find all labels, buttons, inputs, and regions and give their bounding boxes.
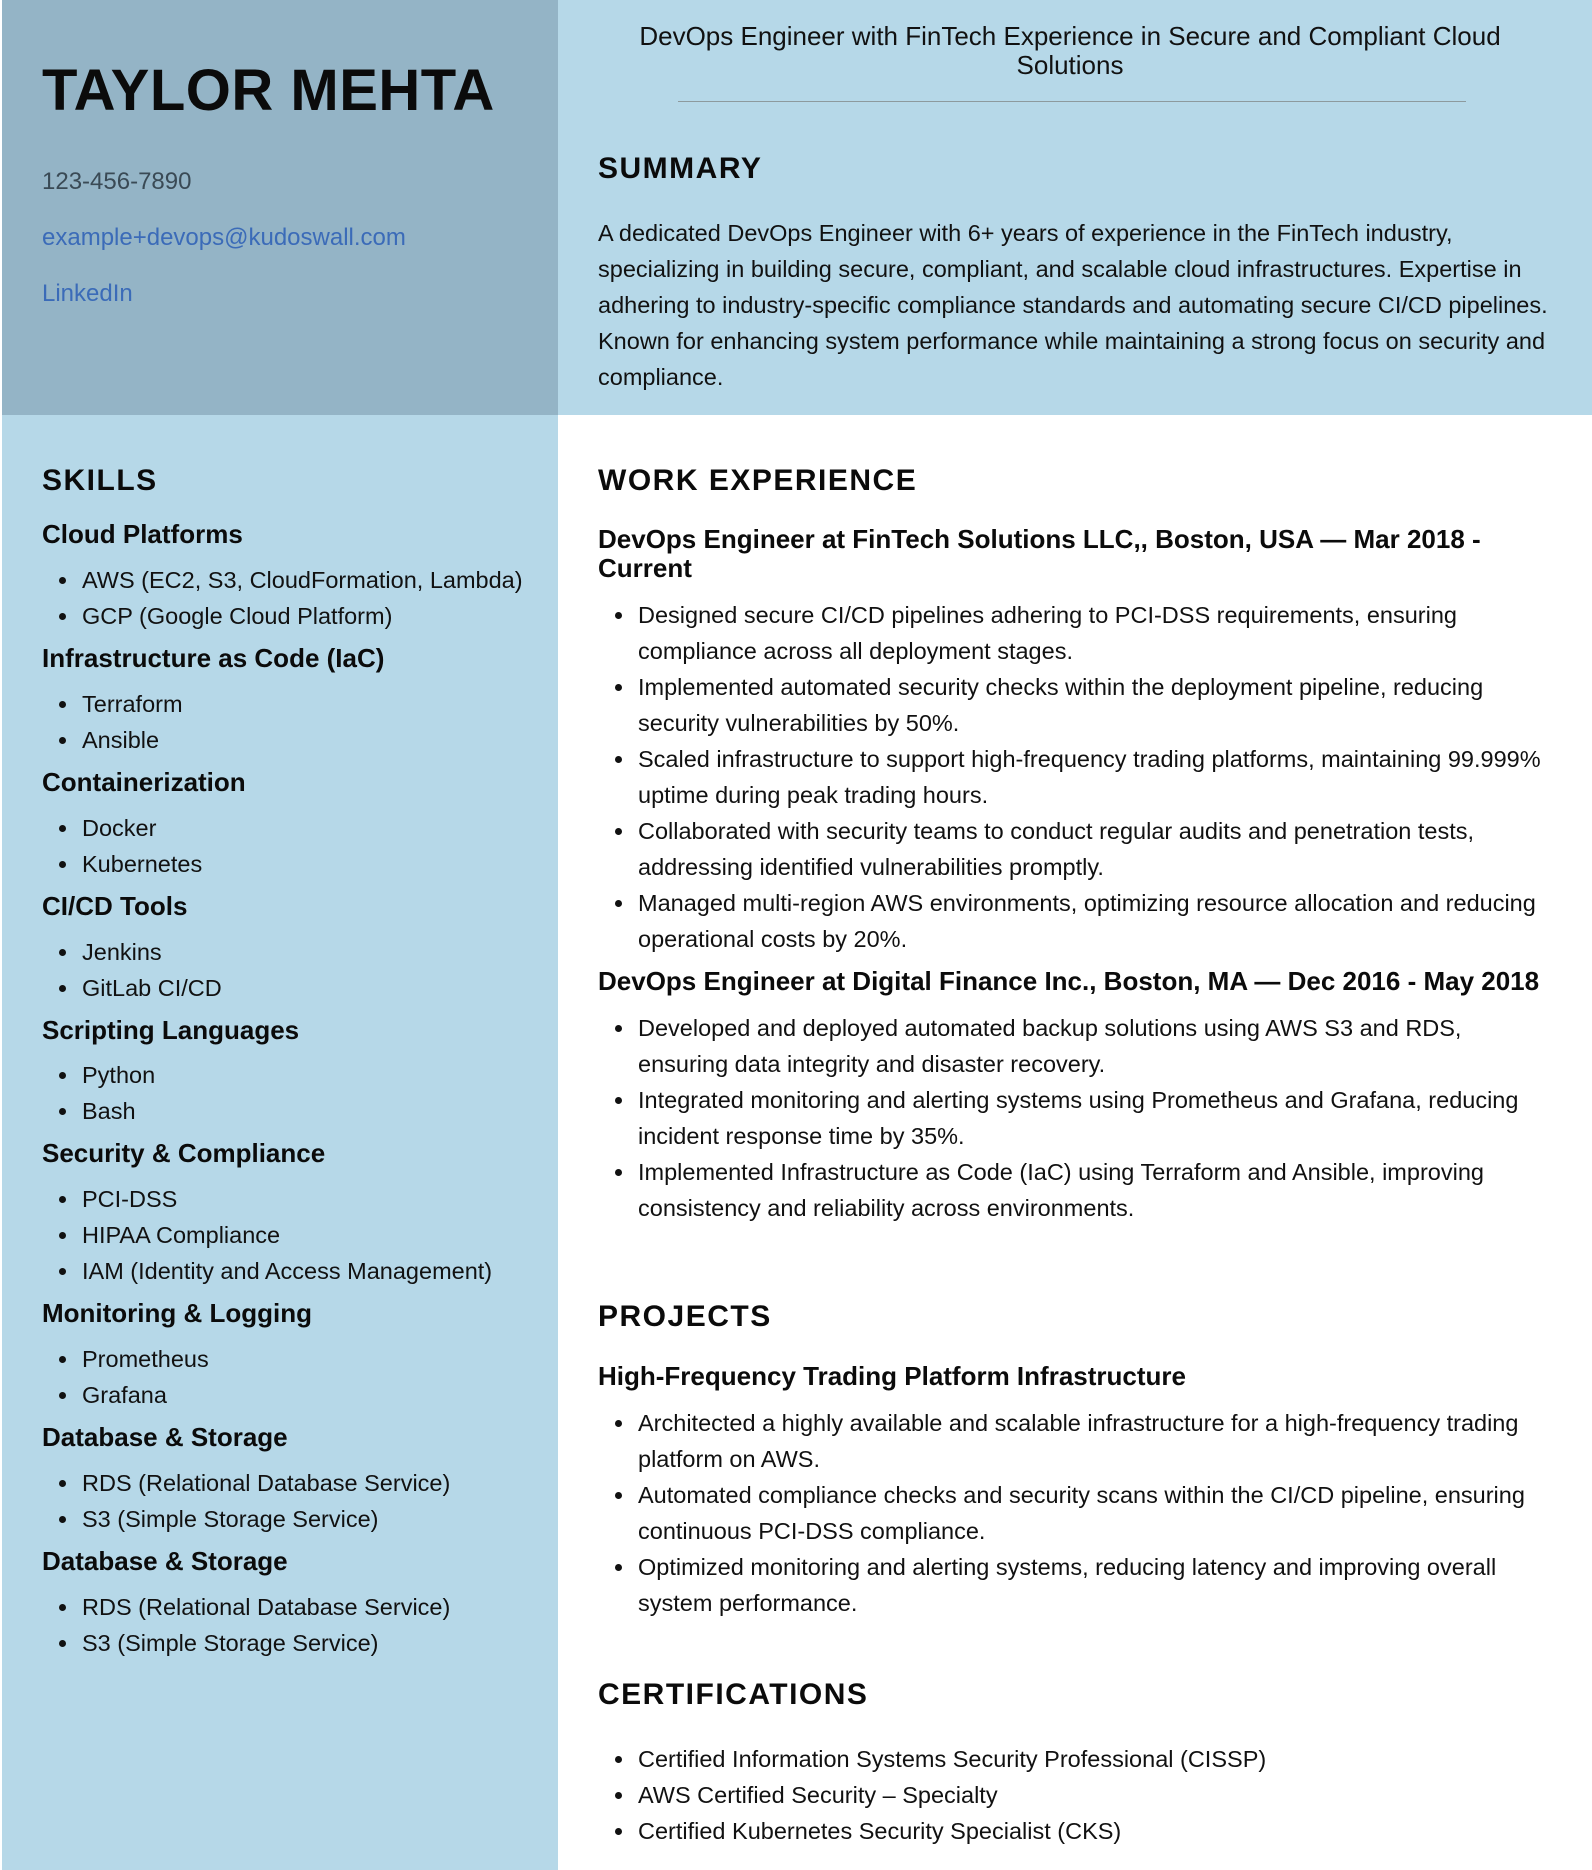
job-bullet: Developed and deployed automated backup solutions using AWS S3 and RDS, ensuring data integrity and disaster recovery. — [598, 1010, 1548, 1082]
skill-items — [42, 1589, 542, 1661]
skill-category: Database & Storage — [42, 1546, 288, 1577]
skill-item: HIPAA Compliance — [42, 1217, 542, 1253]
certification-item: AWS Certified Security – Specialty — [598, 1777, 1548, 1813]
headline-divider — [678, 101, 1466, 102]
job-bullet: Implemented Infrastructure as Code (IaC) using Terraform and Ansible, improving consistency and reliability across environments. — [598, 1154, 1548, 1226]
skill-group — [42, 768, 542, 882]
skills-title: SKILLS — [42, 464, 158, 497]
skill-items — [42, 1465, 542, 1537]
experience-list — [598, 525, 1548, 1236]
job-bullets — [598, 1010, 1548, 1226]
skill-category: Security & Compliance — [42, 1138, 326, 1169]
headline: DevOps Engineer with FinTech Experience in Secure and Compliant Cloud Solutions — [639, 21, 1501, 81]
skill-item: Python — [42, 1057, 542, 1093]
skill-item: AWS (EC2, S3, CloudFormation, Lambda) — [42, 562, 542, 598]
linkedin-link[interactable]: LinkedIn — [42, 280, 133, 307]
skill-category: CI/CD Tools — [42, 890, 188, 921]
skill-item: S3 (Simple Storage Service) — [42, 1501, 542, 1537]
skill-group — [42, 644, 542, 758]
skill-group — [42, 1016, 542, 1130]
skill-item: Prometheus — [42, 1341, 542, 1377]
skill-items — [42, 934, 542, 1006]
certifications-section — [598, 1741, 1548, 1849]
skill-items — [42, 562, 542, 634]
project-bullet: Optimized monitoring and alerting systems, reducing latency and improving overall system performance. — [598, 1549, 1548, 1621]
skill-group — [42, 892, 542, 1006]
job-bullet: Implemented automated security checks within the deployment pipeline, reducing security vulnerabilities by 50%. — [598, 669, 1548, 741]
skill-item: Terraform — [42, 686, 542, 722]
skill-group — [42, 1547, 542, 1661]
project-entry — [598, 1362, 1548, 1621]
skill-items — [42, 810, 542, 882]
candidate-name: TAYLOR MEHTA — [42, 58, 495, 123]
skills-list — [42, 520, 542, 1671]
email-link[interactable]: example+devops@kudoswall.com — [42, 224, 406, 251]
project-bullets — [598, 1405, 1548, 1621]
summary-text: A dedicated DevOps Engineer with 6+ years of experience in the FinTech industry, specializing in building secure, compliant, and scalable cloud infrastructures. Expertise in adhering to industry-specific compliance standards and automating secure CI/CD pipelines. Known for enhancing system performance while maintaining a strong focus on security and compliance. — [598, 220, 1548, 390]
job-bullet: Integrated monitoring and alerting systems using Prometheus and Grafana, reducing incident response time by 35%. — [598, 1082, 1548, 1154]
skill-item: Kubernetes — [42, 846, 542, 882]
job-entry — [598, 967, 1548, 1226]
skill-item: Bash — [42, 1093, 542, 1129]
job-heading: DevOps Engineer at FinTech Solutions LLC,, Boston, USA — Mar 2018 - Current — [598, 524, 1481, 583]
job-entry — [598, 525, 1548, 957]
skill-item: RDS (Relational Database Service) — [42, 1465, 542, 1501]
job-bullets — [598, 597, 1548, 957]
skill-item: GCP (Google Cloud Platform) — [42, 598, 542, 634]
project-bullet: Architected a highly available and scalable infrastructure for a high-frequency trading platform on AWS. — [598, 1405, 1548, 1477]
skill-item: Grafana — [42, 1377, 542, 1413]
job-bullet: Collaborated with security teams to conduct regular audits and penetration tests, addressing identified vulnerabilities promptly. — [598, 813, 1548, 885]
skill-item: RDS (Relational Database Service) — [42, 1589, 542, 1625]
skill-item: Jenkins — [42, 934, 542, 970]
certifications-title: CERTIFICATIONS — [598, 1678, 869, 1711]
skill-items — [42, 1341, 542, 1413]
skill-group — [42, 1299, 542, 1413]
job-bullet: Designed secure CI/CD pipelines adhering to PCI-DSS requirements, ensuring compliance across all deployment stages. — [598, 597, 1548, 669]
skill-category: Scripting Languages — [42, 1014, 300, 1045]
skill-category: Containerization — [42, 766, 246, 797]
skill-group — [42, 1423, 542, 1537]
projects-title: PROJECTS — [598, 1300, 772, 1333]
skill-item: Ansible — [42, 722, 542, 758]
skill-category: Infrastructure as Code (IaC) — [42, 642, 385, 673]
skill-item: PCI-DSS — [42, 1181, 542, 1217]
certification-item: Certified Kubernetes Security Specialist (CKS) — [598, 1813, 1548, 1849]
skill-group — [42, 1139, 542, 1289]
phone-number: 123-456-7890 — [42, 168, 192, 195]
job-bullet: Managed multi-region AWS environments, optimizing resource allocation and reducing operational costs by 20%. — [598, 885, 1548, 957]
skill-item: Docker — [42, 810, 542, 846]
job-bullet: Scaled infrastructure to support high-frequency trading platforms, maintaining 99.999% uptime during peak trading hours. — [598, 741, 1548, 813]
job-heading: DevOps Engineer at Digital Finance Inc., Boston, MA — Dec 2016 - May 2018 — [598, 966, 1540, 996]
project-heading: High-Frequency Trading Platform Infrastructure — [598, 1361, 1186, 1391]
skill-group — [42, 520, 542, 634]
skill-item: S3 (Simple Storage Service) — [42, 1625, 542, 1661]
project-bullet: Automated compliance checks and security scans within the CI/CD pipeline, ensuring continuous PCI-DSS compliance. — [598, 1477, 1548, 1549]
skill-category: Monitoring & Logging — [42, 1298, 313, 1329]
certifications-list — [598, 1741, 1548, 1849]
skill-items — [42, 686, 542, 758]
summary-title: SUMMARY — [598, 152, 763, 185]
experience-title: WORK EXPERIENCE — [598, 464, 918, 497]
skill-items — [42, 1181, 542, 1289]
skill-category: Cloud Platforms — [42, 519, 243, 549]
projects-list — [598, 1362, 1548, 1621]
skill-item: IAM (Identity and Access Management) — [42, 1253, 542, 1289]
skill-item: GitLab CI/CD — [42, 970, 542, 1006]
skill-items — [42, 1057, 542, 1129]
certification-item: Certified Information Systems Security Professional (CISSP) — [598, 1741, 1548, 1777]
skill-category: Database & Storage — [42, 1422, 288, 1453]
